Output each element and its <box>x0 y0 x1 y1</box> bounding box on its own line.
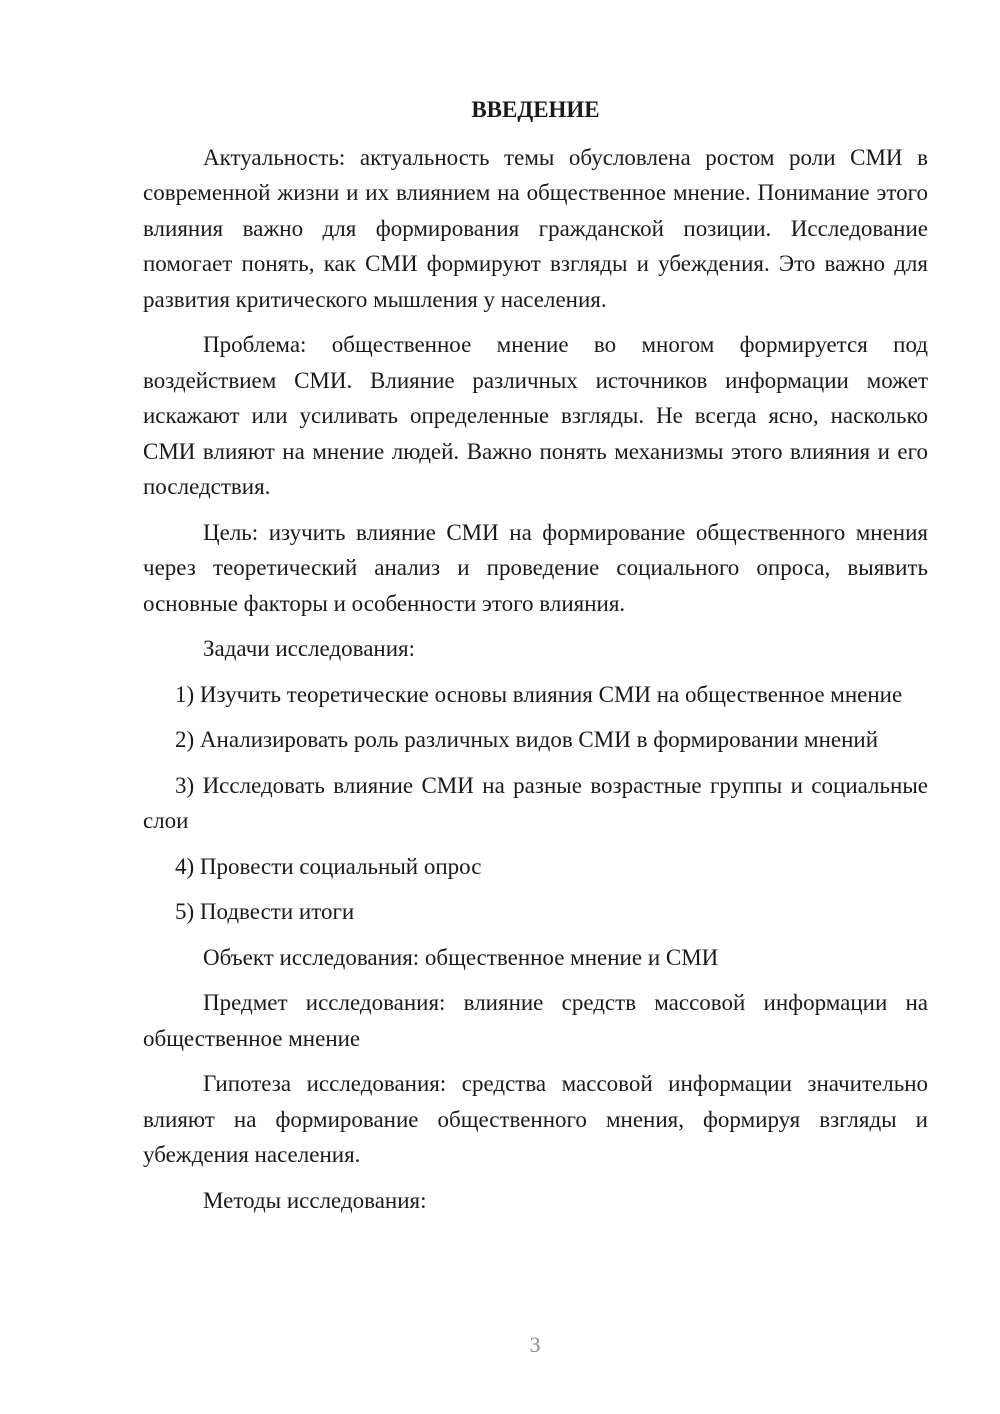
tasks-heading: Задачи исследования: <box>203 636 416 661</box>
document-page <box>143 92 928 1228</box>
relevance-paragraph: Актуальность: актуальность темы обусловлена ростом роли СМИ в современной жизни и их влиянием на общественное мнение. Понимание этого влияния важно для формирования гражданской позиции. Исследование помогает понять, как СМИ формируют взгляды и убеждения. Это важно для развития критического мышления у населения. <box>143 144 928 312</box>
task-item-4: 4) Провести социальный опрос <box>175 853 482 879</box>
methods-heading: Методы исследования: <box>203 1187 427 1213</box>
page-title: ВВЕДЕНИЕ <box>471 97 600 122</box>
task-item-5: 5) Подвести итоги <box>175 899 355 924</box>
goal-paragraph: Цель: изучить влияние СМИ на формирование общественного мнения через теоретический анализ и проведение социального опроса, выявить основные факторы и особенности этого влияния. <box>143 519 928 616</box>
task-item-2: 2) Анализировать роль различных видов СМИ в формировании мнений <box>175 727 879 752</box>
hypothesis-paragraph: Гипотеза исследования: средства массовой информации значительно влияют на формирование общественного мнения, формируя взгляды и убеждения населения. <box>143 1071 928 1167</box>
task-item-1: 1) Изучить теоретические основы влияния СМИ на общественное мнение <box>175 681 903 707</box>
task-item-3: 3) Исследовать влияние СМИ на разные возрастные группы и социальные слои <box>143 772 928 833</box>
subject-paragraph: Предмет исследования: влияние средств массовой информации на общественное мнение <box>143 990 928 1051</box>
object-paragraph: Объект исследования: общественное мнение и СМИ <box>203 944 719 970</box>
page-number: 3 <box>529 1332 541 1357</box>
problem-paragraph: Проблема: общественное мнение во многом формируется под воздействием СМИ. Влияние различных источников информации может искажают или усиливать определенные взгляды. Не всегда ясно, насколько СМИ влияют на мнение людей. Важно понять механизмы этого влияния и его последствия. <box>143 332 928 499</box>
